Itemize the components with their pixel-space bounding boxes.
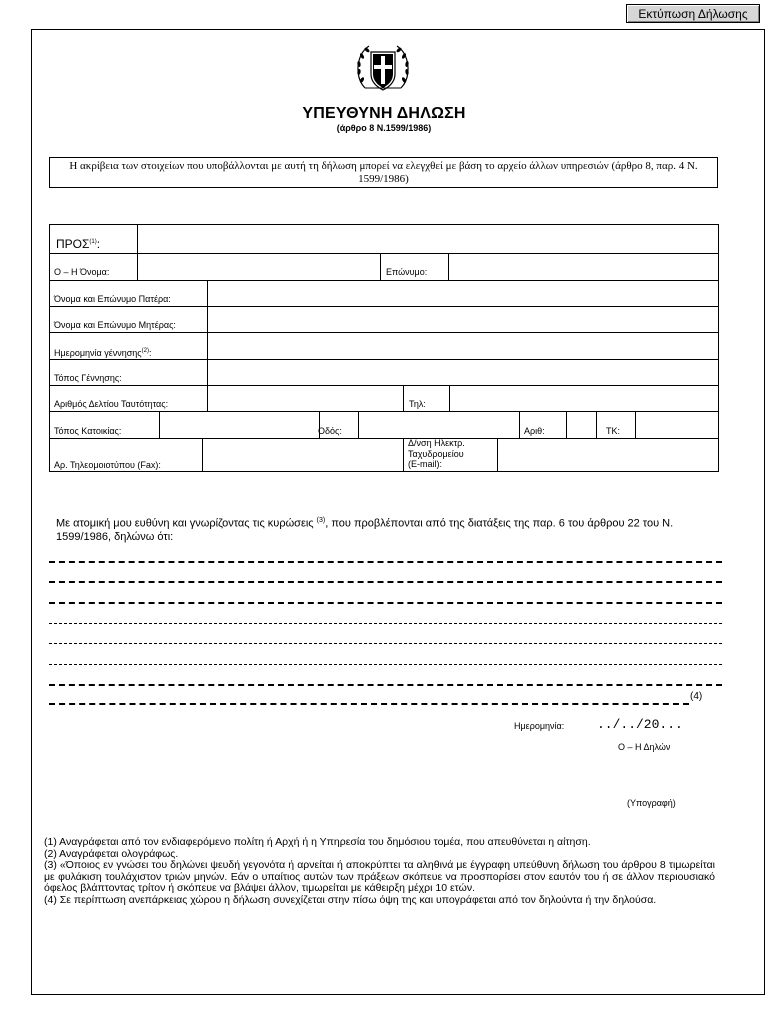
date-label: Ημερομηνία: [514, 721, 565, 731]
declaration-line[interactable] [49, 664, 722, 665]
surname-field[interactable] [449, 254, 718, 280]
mother-name-label: Όνομα και Επώνυμο Μητέρας: [54, 320, 176, 330]
footnotes [44, 837, 715, 906]
date-field[interactable]: ../../20... [597, 717, 683, 732]
declaration-line[interactable] [49, 703, 689, 705]
accuracy-notice: Η ακρίβεια των στοιχείων που υποβάλλονται με αυτή τη δήλωση μπορεί να ελεγχθεί με βάση το αρχείο άλλων υπηρεσιών (άρθρο 8, παρ. 4 Ν. 1599/1986) [49, 157, 718, 188]
residence-field[interactable] [160, 412, 319, 438]
first-name-field[interactable] [138, 254, 380, 280]
print-declaration-button[interactable]: Εκτύπωση Δήλωσης [626, 4, 760, 23]
signature-label: (Υπογραφή) [627, 798, 676, 808]
id-number-label: Αριθμός Δελτίου Ταυτότητας: [54, 399, 169, 409]
email-field[interactable] [498, 439, 718, 471]
fax-field[interactable] [203, 439, 403, 471]
birthplace-label: Τόπος Γέννησης: [54, 373, 122, 383]
street-label: Οδός: [318, 426, 342, 436]
postcode-label: ΤΚ: [606, 426, 621, 436]
document-subtitle: (άρθρο 8 Ν.1599/1986) [336, 123, 432, 133]
surname-label: Επώνυμο: [386, 267, 428, 277]
footnote-2: (2) Αναγράφεται ολογράφως. [44, 847, 179, 860]
declaration-line[interactable] [49, 623, 722, 624]
birthdate-field[interactable] [208, 333, 718, 359]
street-number-label: Αριθ: [524, 426, 545, 436]
id-number-field[interactable] [208, 386, 403, 411]
first-name-label: Ο – Η Όνομα: [54, 267, 110, 277]
phone-field[interactable] [450, 386, 718, 411]
fax-label: Αρ. Τηλεομοιοτύπου (Fax): [54, 460, 161, 470]
residence-label: Τόπος Κατοικίας: [54, 426, 122, 436]
recipient-field[interactable] [138, 225, 718, 253]
street-number-field[interactable] [567, 412, 596, 438]
declaration-line[interactable] [49, 581, 722, 583]
email-label: Δ/νση Ηλεκτρ. Ταχυδρομείου (E-mail): [408, 438, 465, 469]
father-name-field[interactable] [208, 281, 718, 306]
father-name-label: Όνομα και Επώνυμο Πατέρα: [54, 294, 171, 304]
postcode-field[interactable] [636, 412, 718, 438]
declaration-line[interactable] [49, 561, 722, 563]
declarant-label: Ο – Η Δηλών [618, 742, 671, 752]
footnote-4: (4) Σε περίπτωση ανεπάρκειας χώρου η δήλωση συνεχίζεται στην πίσω όψη της και υπογράφεται από τον δηλούντα ή την δηλούσα. [44, 893, 657, 906]
greek-state-emblem-icon [353, 40, 413, 96]
declaration-statement: Με ατομική μου ευθύνη και γνωρίζοντας τις κυρώσεις $^{(3)}$, που προβλέπονται από της διατάξεις της παρ. 6 του άρθρου 22 του Ν. 1599/1986, δηλώνω ότι: [56, 517, 674, 543]
declaration-line[interactable] [49, 643, 722, 644]
document-title: ΥΠΕΥΘΥΝΗ ΔΗΛΩΣΗ [302, 105, 466, 122]
declaration-footnote-marker: (4) [690, 691, 703, 702]
birthplace-field[interactable] [208, 360, 718, 385]
footnote-1: (1) Αναγράφεται από τον ενδιαφερόμενο πολίτη ή Αρχή ή η Υπηρεσία του δημόσιου τομέα, που απευθύνεται η αίτηση. [44, 836, 591, 848]
mother-name-field[interactable] [208, 307, 718, 332]
street-field[interactable] [359, 412, 519, 438]
recipient-label: ΠΡΟΣ$^{(1)}$: [56, 237, 101, 251]
birthdate-label: Ημερομηνία γέννησης$^{(2)}$: [54, 348, 152, 358]
phone-label: Τηλ: [409, 399, 426, 409]
personal-details-table [49, 224, 719, 472]
declaration-line[interactable] [49, 602, 722, 604]
declaration-line[interactable] [49, 684, 722, 686]
footnote-3: (3) «Όποιος εν γνώσει του δηλώνει ψευδή γεγονότα ή αρνείται ή αποκρύπτει τα αληθινά με έγγραφη υπεύθυνη δήλωση του άρθρου 8 τιμωρείται με φυλάκιση τουλάχιστον τριών μηνών. Εάν ο υπαίτιος αυτών των πράξεων σκόπευε να προσπορίσει στον εαυτόν του ή σε άλλον περιουσιακό όφελος βλάπτοντας τρίτον ή σκόπευε να βλάψει άλλον, τιμωρείται με κάθειρξη μέχρι 10 ετών. [44, 859, 715, 894]
